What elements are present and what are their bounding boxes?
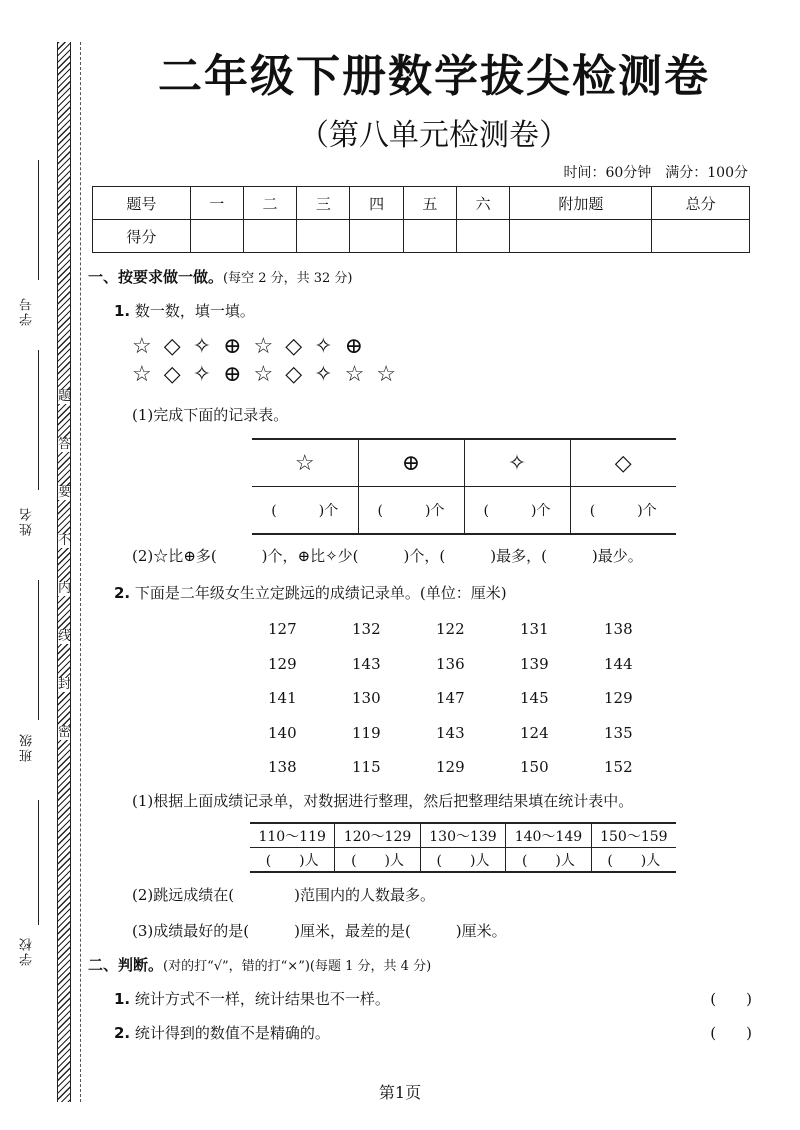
score-row-label: 得分 bbox=[93, 220, 191, 253]
section-2-title: 二、判断。 bbox=[88, 956, 164, 974]
list-row bbox=[268, 716, 688, 751]
field-class[interactable] bbox=[38, 580, 39, 720]
field-school[interactable] bbox=[38, 800, 39, 925]
seal-char: 线 bbox=[58, 629, 72, 644]
score-table bbox=[92, 186, 750, 253]
answer-blank[interactable]: ( )人 bbox=[420, 848, 505, 873]
list-row bbox=[268, 681, 688, 716]
answer-blank[interactable]: ( )个 bbox=[570, 487, 676, 535]
record-value: 129 bbox=[604, 689, 633, 708]
list-row bbox=[268, 647, 688, 682]
label-name: 姓名 bbox=[20, 506, 35, 536]
answer-blank[interactable]: ( )个 bbox=[252, 487, 358, 535]
judge-item-2 bbox=[114, 1022, 330, 1043]
record-value: 152 bbox=[604, 758, 633, 777]
score-cell[interactable] bbox=[652, 220, 750, 253]
score-header: 四 bbox=[350, 187, 403, 220]
score-header-row bbox=[93, 187, 750, 220]
score-header: 一 bbox=[190, 187, 243, 220]
score-header: 题号 bbox=[93, 187, 191, 220]
record-value: 143 bbox=[436, 723, 465, 742]
list-row bbox=[268, 612, 688, 647]
range-header: 140～149 bbox=[506, 823, 591, 848]
seal-char: 密 bbox=[58, 725, 72, 740]
circle-plus-icon: ⊕ bbox=[358, 439, 464, 487]
question-number: 1. bbox=[114, 990, 131, 1008]
record-value: 141 bbox=[268, 689, 297, 708]
question-text: 统计得到的数值不是精确的。 bbox=[134, 1024, 330, 1042]
answer-blank[interactable]: ( )人 bbox=[335, 848, 420, 873]
seal-char: 内 bbox=[58, 581, 72, 596]
jump-record-list bbox=[268, 612, 688, 785]
score-cell[interactable] bbox=[243, 220, 296, 253]
label-class: 班级 bbox=[20, 732, 35, 762]
score-header: 五 bbox=[403, 187, 456, 220]
score-header: 总分 bbox=[652, 187, 750, 220]
score-cell[interactable] bbox=[403, 220, 456, 253]
sub-question: (1)完成下面的记录表。 bbox=[132, 406, 289, 424]
score-header: 六 bbox=[457, 187, 510, 220]
four-point-star-icon: ✧ bbox=[464, 439, 570, 487]
list-row bbox=[268, 750, 688, 785]
label-school: 学校 bbox=[20, 936, 35, 966]
record-value: 129 bbox=[436, 758, 465, 777]
score-cell[interactable] bbox=[350, 220, 403, 253]
seal-char: 答 bbox=[58, 437, 72, 452]
answer-blank[interactable]: ( )人 bbox=[591, 848, 676, 873]
record-value: 138 bbox=[268, 758, 297, 777]
record-value: 143 bbox=[352, 654, 381, 673]
record-value: 124 bbox=[520, 723, 549, 742]
label-student-id: 学号 bbox=[20, 296, 35, 326]
range-header: 150～159 bbox=[591, 823, 676, 848]
seal-char: 封 bbox=[58, 677, 72, 692]
answer-blank[interactable]: ( )人 bbox=[250, 848, 335, 873]
range-header: 120～129 bbox=[335, 823, 420, 848]
section-1-note: (每空 2 分，共 32 分) bbox=[223, 271, 353, 286]
answer-blank[interactable]: ( )个 bbox=[358, 487, 464, 535]
record-answer-row bbox=[252, 487, 676, 535]
shapes-row-1: ☆◇✧⊕☆◇✧⊕ bbox=[132, 334, 376, 359]
answer-paren[interactable]: ( ) bbox=[710, 1024, 752, 1042]
section-2-heading bbox=[88, 954, 431, 975]
question-number: 1. bbox=[114, 302, 131, 320]
sub-question[interactable]: (2)☆比⊕多( )个，⊕比✧少( )个，( )最多，( )最少。 bbox=[132, 547, 643, 565]
record-table bbox=[252, 438, 676, 535]
score-cell[interactable] bbox=[457, 220, 510, 253]
record-value: 119 bbox=[352, 723, 381, 742]
question-text: 数一数，填一填。 bbox=[134, 302, 255, 320]
score-cell[interactable] bbox=[297, 220, 350, 253]
section-2-note: (对的打“√”，错的打“×”)(每题 1 分，共 4 分) bbox=[163, 959, 432, 974]
field-student-id[interactable] bbox=[38, 160, 39, 280]
seal-char: 题 bbox=[58, 389, 72, 404]
binding-hatch bbox=[57, 42, 71, 1102]
record-value: 115 bbox=[352, 758, 381, 777]
record-value: 135 bbox=[604, 723, 633, 742]
page-subtitle: （第八单元检测卷） bbox=[299, 118, 569, 153]
answer-blank[interactable]: ( )人 bbox=[506, 848, 591, 873]
record-value: 122 bbox=[436, 620, 465, 639]
range-header: 130～139 bbox=[420, 823, 505, 848]
score-row bbox=[93, 220, 750, 253]
score-cell[interactable] bbox=[510, 220, 652, 253]
stat-answer-row bbox=[250, 848, 676, 873]
record-value: 144 bbox=[604, 654, 633, 673]
record-value: 145 bbox=[520, 689, 549, 708]
section-1-title: 一、按要求做一做。 bbox=[88, 268, 224, 286]
score-header: 附加题 bbox=[510, 187, 652, 220]
record-value: 150 bbox=[520, 758, 549, 777]
record-value: 132 bbox=[352, 620, 381, 639]
record-value: 147 bbox=[436, 689, 465, 708]
shapes-row-2: ☆◇✧⊕☆◇✧☆☆ bbox=[132, 362, 409, 387]
seal-char: 要 bbox=[58, 485, 72, 500]
record-value: 131 bbox=[520, 620, 549, 639]
record-value: 138 bbox=[604, 620, 633, 639]
question-number: 2. bbox=[114, 1024, 131, 1042]
score-cell[interactable] bbox=[190, 220, 243, 253]
star-icon: ☆ bbox=[252, 439, 358, 487]
section-1-heading bbox=[88, 266, 353, 287]
score-header: 三 bbox=[297, 187, 350, 220]
judge-item-1 bbox=[114, 988, 390, 1009]
question-2 bbox=[114, 582, 507, 603]
record-value: 139 bbox=[520, 654, 549, 673]
field-name[interactable] bbox=[38, 350, 39, 490]
sub-question: (1)根据上面成绩记录单，对数据进行整理，然后把整理结果填在统计表中。 bbox=[132, 792, 634, 810]
page-number: 第1页 bbox=[378, 1083, 422, 1102]
diamond-icon: ◇ bbox=[570, 439, 676, 487]
question-1 bbox=[114, 300, 255, 321]
cut-line bbox=[80, 42, 81, 1102]
sub-question[interactable]: (2)跳远成绩在( )范围内的人数最多。 bbox=[132, 886, 435, 904]
record-header-row bbox=[252, 439, 676, 487]
seal-char: 不 bbox=[58, 533, 72, 548]
record-value: 130 bbox=[352, 689, 381, 708]
score-header: 二 bbox=[243, 187, 296, 220]
record-value: 129 bbox=[268, 654, 297, 673]
record-value: 140 bbox=[268, 723, 297, 742]
exam-meta: 时间：60分钟 满分：100分 bbox=[563, 165, 748, 181]
sub-question[interactable]: (3)成绩最好的是( )厘米，最差的是( )厘米。 bbox=[132, 922, 507, 940]
question-text: 统计方式不一样，统计结果也不一样。 bbox=[134, 990, 390, 1008]
question-text: 下面是二年级女生立定跳远的成绩记录单。(单位：厘米) bbox=[134, 584, 507, 602]
stat-table bbox=[250, 822, 676, 873]
range-header: 110～119 bbox=[250, 823, 335, 848]
record-value: 136 bbox=[436, 654, 465, 673]
page-title: 二年级下册数学拔尖检测卷 bbox=[158, 51, 710, 102]
record-value: 127 bbox=[268, 620, 297, 639]
answer-paren[interactable]: ( ) bbox=[710, 990, 752, 1008]
answer-blank[interactable]: ( )个 bbox=[464, 487, 570, 535]
stat-header-row bbox=[250, 823, 676, 848]
question-number: 2. bbox=[114, 584, 131, 602]
